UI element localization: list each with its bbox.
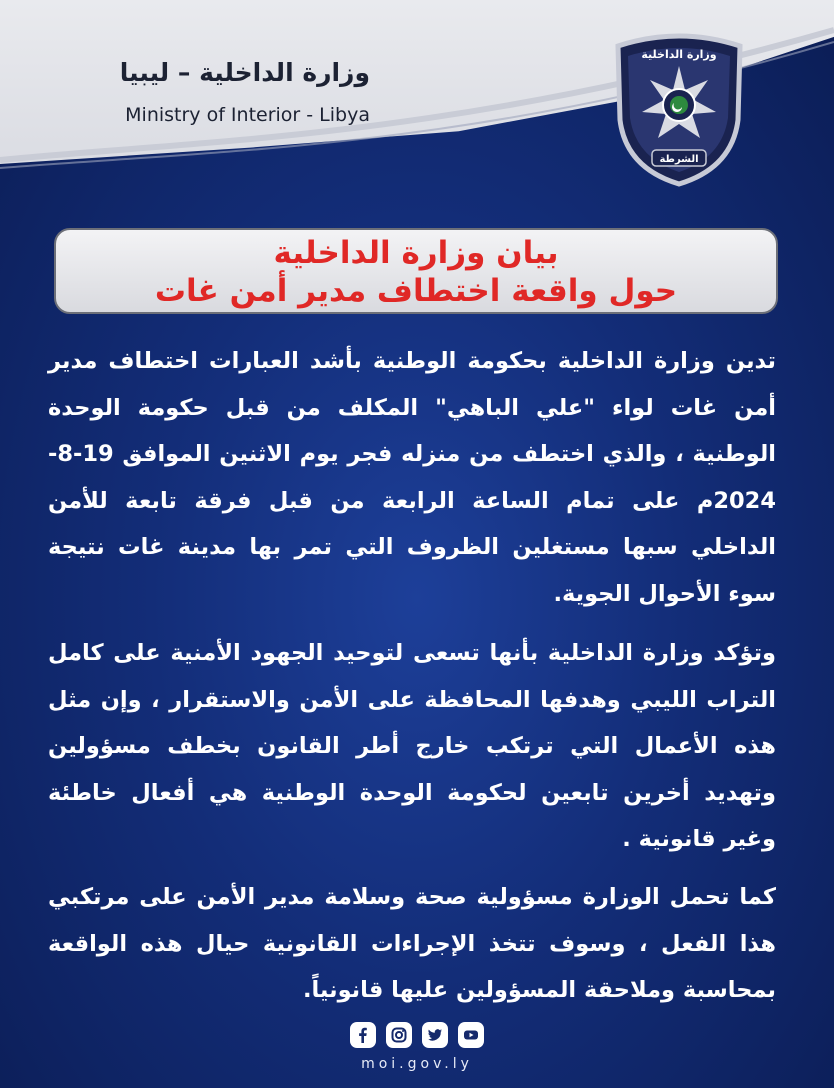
- website-url[interactable]: moi.gov.ly: [361, 1056, 473, 1072]
- instagram-icon[interactable]: [386, 1022, 412, 1048]
- twitter-icon[interactable]: [422, 1022, 448, 1048]
- statement-subtitle: حول واقعة اختطاف مدير أمن غات: [154, 273, 678, 309]
- facebook-icon[interactable]: [350, 1022, 376, 1048]
- ministry-name-english: Ministry of Interior - Libya: [125, 104, 370, 126]
- ministry-name-arabic: وزارة الداخلية – ليبيا: [119, 58, 370, 87]
- statement-title: بيان وزارة الداخلية: [273, 235, 559, 271]
- statement-paragraph-3: كما تحمل الوزارة مسؤولية صحة وسلامة مدير الأمن على مرتكبي هذا الفعل ، وسوف تتخذ الإجراءات القانونية حيال هذه الواقعة بمحاسبة وملاحقة المسؤولين عليها قانونياً.: [48, 884, 776, 1003]
- statement-paragraph-2: وتؤكد وزارة الداخلية بأنها تسعى لتوحيد الجهود الأمنية على كامل التراب الليبي وهدفها المحافظة على الأمن والاستقرار ، وإن مثل هذه الأعمال التي ترتكب خارج أطر القانون بخطف مسؤولين وتهديد أخرين تابعين لحكومة الوحدة الوطنية هي أفعال خاطئة وغير قانونية .: [48, 640, 776, 852]
- logo-top-text: وزارة الداخلية: [641, 48, 717, 61]
- logo-bottom-text: الشرطة: [659, 154, 699, 165]
- statement-paragraph-1: تدين وزارة الداخلية بحكومة الوطنية بأشد العبارات اختطاف مدير أمن غات لواء "علي الباهي" المكلف من قبل حكومة الوحدة الوطنية ، والذي اختطف من منزله فجر يوم الاثنين الموافق 19-8-2024م على تمام الساعة الرابعة من قبل فرقة تابعة للأمن الداخلي سبها مستغلين الظروف التي تمر بها مدينة غات نتيجة سوء الأحوال الجوية.: [48, 348, 776, 607]
- police-badge-logo: [604, 28, 754, 188]
- social-links: [0, 1022, 834, 1048]
- youtube-icon[interactable]: [458, 1022, 484, 1048]
- statement-title-box: [54, 228, 778, 314]
